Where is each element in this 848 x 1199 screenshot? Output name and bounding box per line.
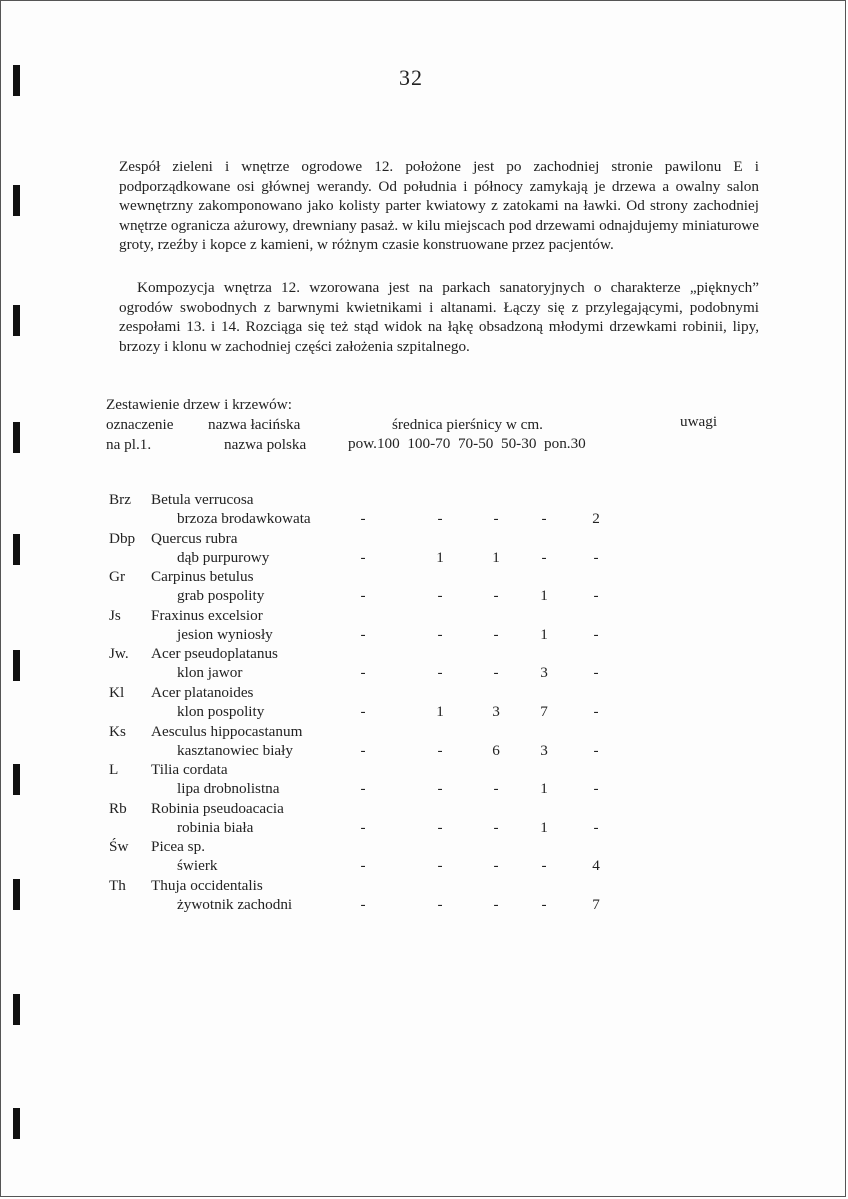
paragraph-1 — [119, 157, 759, 255]
species-mark: Dbp — [109, 530, 136, 547]
diameter-count: - — [360, 549, 366, 566]
species-latin-name: Tilia cordata — [151, 761, 228, 778]
species-latin-name: Acer pseudoplatanus — [151, 645, 278, 662]
species-mark: Ks — [109, 723, 126, 740]
diameter-count: 1 — [492, 549, 500, 566]
species-mark: Św — [109, 838, 129, 855]
header-latin-name: nazwa łacińska — [208, 416, 301, 433]
header-mark-line1: oznaczenie — [106, 416, 174, 433]
species-latin-name: Fraxinus excelsior — [151, 607, 263, 624]
diameter-count: - — [593, 703, 599, 720]
diameter-count: - — [437, 896, 443, 913]
diameter-count: - — [541, 896, 547, 913]
diameter-count: - — [593, 742, 599, 759]
diameter-count: 3 — [540, 664, 548, 681]
diameter-count: - — [593, 664, 599, 681]
species-latin-name: Aesculus hippocastanum — [151, 723, 303, 740]
scan-mark — [13, 305, 20, 336]
diameter-count: - — [437, 819, 443, 836]
diameter-count: - — [437, 857, 443, 874]
diameter-count: 1 — [436, 549, 444, 566]
diameter-count: 1 — [540, 819, 548, 836]
diameter-count: 7 — [540, 703, 548, 720]
diameter-count: - — [541, 510, 547, 527]
diameter-count: - — [493, 819, 499, 836]
diameter-count: - — [360, 664, 366, 681]
diameter-count: 4 — [592, 857, 600, 874]
species-polish-name: dąb purpurowy — [177, 549, 270, 566]
diameter-count: 3 — [492, 703, 500, 720]
diameter-count: - — [493, 587, 499, 604]
scan-mark — [13, 764, 20, 795]
species-mark: L — [109, 761, 119, 778]
species-latin-name: Robinia pseudoacacia — [151, 800, 284, 817]
diameter-count: - — [437, 587, 443, 604]
species-polish-name: brzoza brodawkowata — [177, 510, 311, 527]
diameter-count: - — [493, 626, 499, 643]
diameter-count: - — [437, 510, 443, 527]
diameter-count: - — [360, 780, 366, 797]
species-mark: Brz — [109, 491, 131, 508]
diameter-count: - — [360, 587, 366, 604]
diameter-count: - — [541, 857, 547, 874]
scan-mark — [13, 650, 20, 681]
species-mark: Js — [109, 607, 121, 624]
scan-mark — [13, 422, 20, 453]
diameter-count: - — [493, 857, 499, 874]
header-diameter: średnica pierśnicy w cm. — [392, 416, 543, 433]
species-latin-name: Picea sp. — [151, 838, 205, 855]
paragraph-2-text: Kompozycja wnętrza 12. wzorowana jest na parkach sanatoryjnych o charakterze „pięknych” ogrodów swobodnych z barwnymi kwietnikami i altanami. Łączy się z przylegającymi, podobnymi zespołami 13. i 14. Rozciąga się też stąd widok na łąkę obsadzoną młodymi drzewkami robinii, lipy, brzozy i klonu w zachodniej części założenia szpitalnego. — [119, 279, 759, 355]
diameter-count: - — [437, 664, 443, 681]
species-latin-name: Thuja occidentalis — [151, 877, 263, 894]
diameter-count: 1 — [540, 587, 548, 604]
species-mark: Th — [109, 877, 126, 894]
header-diameter-classes: pow.100 100-70 70-50 50-30 pon.30 — [348, 435, 586, 452]
header-mark-line2: na pl.1. — [106, 436, 152, 453]
scan-mark — [13, 879, 20, 910]
scan-mark — [13, 185, 20, 216]
species-polish-name: robinia biała — [177, 819, 254, 836]
species-latin-name: Betula verrucosa — [151, 491, 254, 508]
scan-mark — [13, 994, 20, 1025]
table-title: Zestawienie drzew i krzewów: — [106, 396, 292, 413]
species-polish-name: grab pospolity — [177, 587, 265, 604]
diameter-count: - — [360, 703, 366, 720]
paragraph-1-text: Zespół zieleni i wnętrze ogrodowe 12. położone jest po zachodniej stronie pawilonu E i podporządkowane osi głównej werandy. Od południa i północy zamykają je drzewa a owalny salon wewnętrzny zakomponowano jako kolisty parter kwiatowy z zatokami na ławki. Od strony zachodniej wnętrze ogranicza ażurowy, drewniany pasaż. w kilu miejscach pod drzewami odnajdujemy miniaturowe groty, rzeźby i kopce z kamieni, w różnym czasie konstruowane przez pacjentów. — [119, 158, 759, 254]
species-polish-name: żywotnik zachodni — [177, 896, 293, 913]
paragraph-2 — [119, 278, 759, 356]
scan-mark — [13, 1108, 20, 1139]
diameter-count: - — [360, 742, 366, 759]
species-polish-name: kasztanowiec biały — [177, 742, 293, 759]
species-latin-name: Carpinus betulus — [151, 568, 254, 585]
species-latin-name: Quercus rubra — [151, 530, 238, 547]
species-polish-name: lipa drobnolistna — [177, 780, 280, 797]
diameter-count: - — [493, 510, 499, 527]
diameter-count: - — [360, 896, 366, 913]
diameter-count: 3 — [540, 742, 548, 759]
diameter-count: - — [360, 510, 366, 527]
diameter-count: - — [437, 742, 443, 759]
diameter-count: - — [541, 549, 547, 566]
diameter-count: - — [360, 857, 366, 874]
diameter-count: 1 — [436, 703, 444, 720]
diameter-count: - — [593, 626, 599, 643]
species-polish-name: świerk — [177, 857, 218, 874]
diameter-count: - — [593, 549, 599, 566]
species-mark: Gr — [109, 568, 126, 585]
species-mark: Kl — [109, 684, 125, 701]
diameter-count: - — [437, 626, 443, 643]
species-mark: Jw. — [109, 645, 129, 662]
species-latin-name: Acer platanoides — [151, 684, 254, 701]
header-polish-name: nazwa polska — [224, 436, 307, 453]
species-polish-name: klon pospolity — [177, 703, 265, 720]
diameter-count: 6 — [492, 742, 500, 759]
species-mark: Rb — [109, 800, 127, 817]
species-polish-name: jesion wyniosły — [177, 626, 273, 643]
diameter-count: - — [360, 626, 366, 643]
species-polish-name: klon jawor — [177, 664, 243, 681]
diameter-count: - — [593, 780, 599, 797]
scan-mark — [13, 534, 20, 565]
diameter-count: 1 — [540, 780, 548, 797]
diameter-count: 7 — [592, 896, 600, 913]
diameter-count: - — [493, 896, 499, 913]
diameter-count: - — [593, 587, 599, 604]
page-number: 32 — [399, 65, 423, 90]
diameter-count: - — [493, 780, 499, 797]
diameter-count: - — [437, 780, 443, 797]
diameter-count: - — [493, 664, 499, 681]
diameter-count: - — [360, 819, 366, 836]
diameter-count: 2 — [592, 510, 600, 527]
header-notes: uwagi — [680, 413, 718, 430]
diameter-count: 1 — [540, 626, 548, 643]
diameter-count: - — [593, 819, 599, 836]
